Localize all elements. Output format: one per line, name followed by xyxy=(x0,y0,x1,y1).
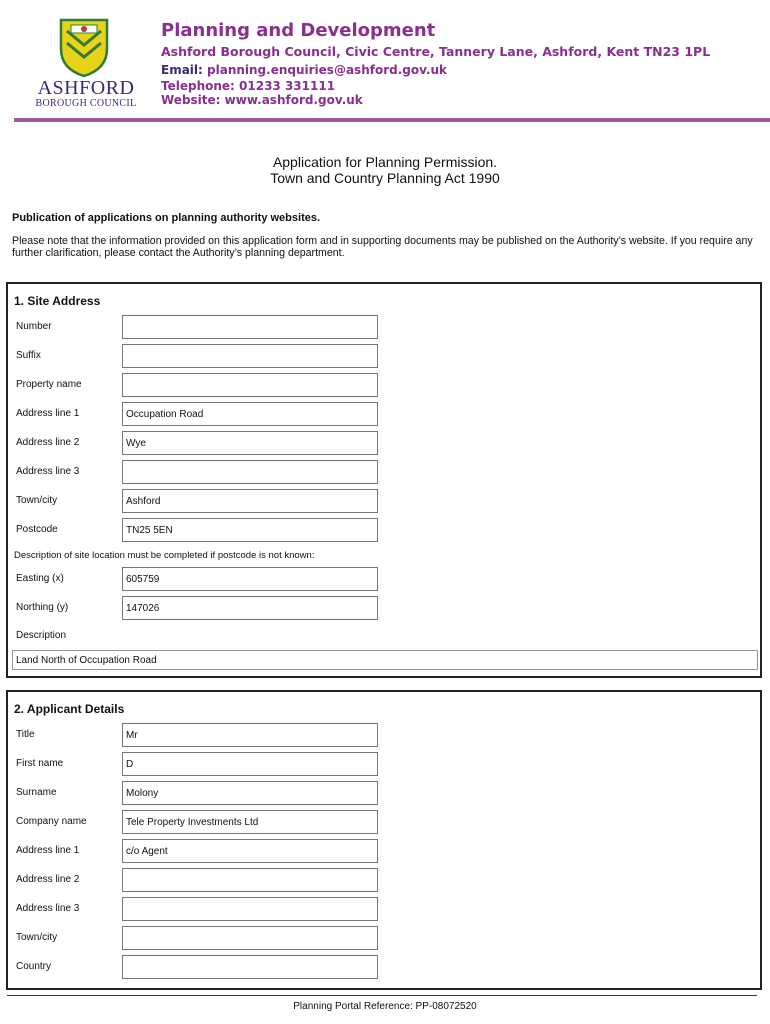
site-number-row xyxy=(8,315,760,341)
applicant-surname-row xyxy=(8,781,760,807)
website-label: Website: xyxy=(161,93,221,107)
description-input[interactable]: Land North of Occupation Road xyxy=(12,650,758,670)
logo-wordmark xyxy=(30,78,142,110)
applicant-first-name-input[interactable]: D xyxy=(122,752,378,776)
applicant-address-line3-row xyxy=(8,897,760,923)
site-address-line3-row xyxy=(8,460,760,486)
field-label: Number xyxy=(16,321,52,332)
applicant-surname-input[interactable]: Molony xyxy=(122,781,378,805)
portal-reference: Planning Portal Reference: PP-08072520 xyxy=(293,1001,477,1012)
applicant-town-row xyxy=(8,926,760,952)
site-address-line2-row xyxy=(8,431,760,457)
field-label: Postcode xyxy=(16,524,58,535)
site-address-line1-input[interactable]: Occupation Road xyxy=(122,402,378,426)
council-crest-logo xyxy=(57,17,111,77)
site-postcode-input[interactable]: TN25 5EN xyxy=(122,518,378,542)
easting-input[interactable]: 605759 xyxy=(122,567,378,591)
applicant-country-input[interactable] xyxy=(122,955,378,979)
field-label: Company name xyxy=(16,816,87,827)
email-link[interactable]: planning.enquiries@ashford.gov.uk xyxy=(207,63,448,77)
field-label: Town/city xyxy=(16,932,58,943)
publication-heading: Publication of applications on planning authority websites. xyxy=(12,212,321,224)
field-label: Address line 1 xyxy=(16,408,80,419)
applicant-address-line2-input[interactable] xyxy=(122,868,378,892)
applicant-first-name-row xyxy=(8,752,760,778)
field-label: Address line 3 xyxy=(16,466,80,477)
publication-notice: Please note that the information provided on this application form and in supporting documents may be published on the Authority’s website. If you require any further clarification, please contact the Authority’s planning department. xyxy=(12,235,753,259)
field-label: Town/city xyxy=(16,495,58,506)
field-label: Suffix xyxy=(16,350,41,361)
applicant-title-input[interactable]: Mr xyxy=(122,723,378,747)
website-link[interactable]: www.ashford.gov.uk xyxy=(224,93,363,107)
header-title: Planning and Development xyxy=(161,20,436,41)
field-label: Title xyxy=(16,729,35,740)
applicant-details-section xyxy=(6,690,762,990)
logo-name: ASHFORD xyxy=(37,77,135,99)
field-label: Northing (y) xyxy=(16,602,69,613)
section-title: 2. Applicant Details xyxy=(14,702,125,716)
form-title: Application for Planning Permission. xyxy=(272,154,498,170)
site-property-name-row xyxy=(8,373,760,399)
applicant-address-line3-input[interactable] xyxy=(122,897,378,921)
applicant-country-row xyxy=(8,955,760,981)
applicant-town-input[interactable] xyxy=(122,926,378,950)
site-address-section xyxy=(6,282,762,678)
applicant-title-row xyxy=(8,723,760,749)
header-divider xyxy=(14,118,770,122)
header-website-line xyxy=(161,93,363,107)
northing-input[interactable]: 147026 xyxy=(122,596,378,620)
site-address-line1-row xyxy=(8,402,760,428)
applicant-company-row xyxy=(8,810,760,836)
site-address-line3-input[interactable] xyxy=(122,460,378,484)
email-label: Email: xyxy=(161,63,203,77)
site-number-input[interactable] xyxy=(122,315,378,339)
header-address: Ashford Borough Council, Civic Centre, Tannery Lane, Ashford, Kent TN23 1PL xyxy=(161,44,711,59)
field-label: Address line 3 xyxy=(16,903,80,914)
header-phone-line xyxy=(161,79,335,93)
site-suffix-row xyxy=(8,344,760,370)
site-town-row xyxy=(8,489,760,515)
site-town-input[interactable]: Ashford xyxy=(122,489,378,513)
field-label: First name xyxy=(16,758,64,769)
applicant-address-line1-input[interactable]: c/o Agent xyxy=(122,839,378,863)
header-email-line xyxy=(161,63,447,77)
field-label: Country xyxy=(16,961,52,972)
site-suffix-input[interactable] xyxy=(122,344,378,368)
field-label: Surname xyxy=(16,787,57,798)
site-address-line2-input[interactable]: Wye xyxy=(122,431,378,455)
applicant-address-line2-row xyxy=(8,868,760,894)
field-label: Property name xyxy=(16,379,82,390)
phone-number: 01233 331111 xyxy=(239,79,336,93)
field-label: Address line 1 xyxy=(16,845,80,856)
logo-subname: BOROUGH COUNCIL xyxy=(35,98,137,109)
applicant-company-input[interactable]: Tele Property Investments Ltd xyxy=(122,810,378,834)
field-label: Address line 2 xyxy=(16,874,80,885)
site-postcode-row xyxy=(8,518,760,544)
footer-divider xyxy=(7,995,757,996)
site-property-name-input[interactable] xyxy=(122,373,378,397)
easting-row xyxy=(8,567,760,593)
form-subtitle: Town and Country Planning Act 1990 xyxy=(270,170,500,186)
applicant-address-line1-row xyxy=(8,839,760,865)
section-title: 1. Site Address xyxy=(14,294,101,308)
location-note: Description of site location must be completed if postcode is not known: xyxy=(14,550,315,561)
phone-label: Telephone: xyxy=(161,79,235,93)
northing-row xyxy=(8,596,760,622)
field-label: Easting (x) xyxy=(16,573,64,584)
field-label: Address line 2 xyxy=(16,437,80,448)
description-label: Description xyxy=(16,630,67,641)
